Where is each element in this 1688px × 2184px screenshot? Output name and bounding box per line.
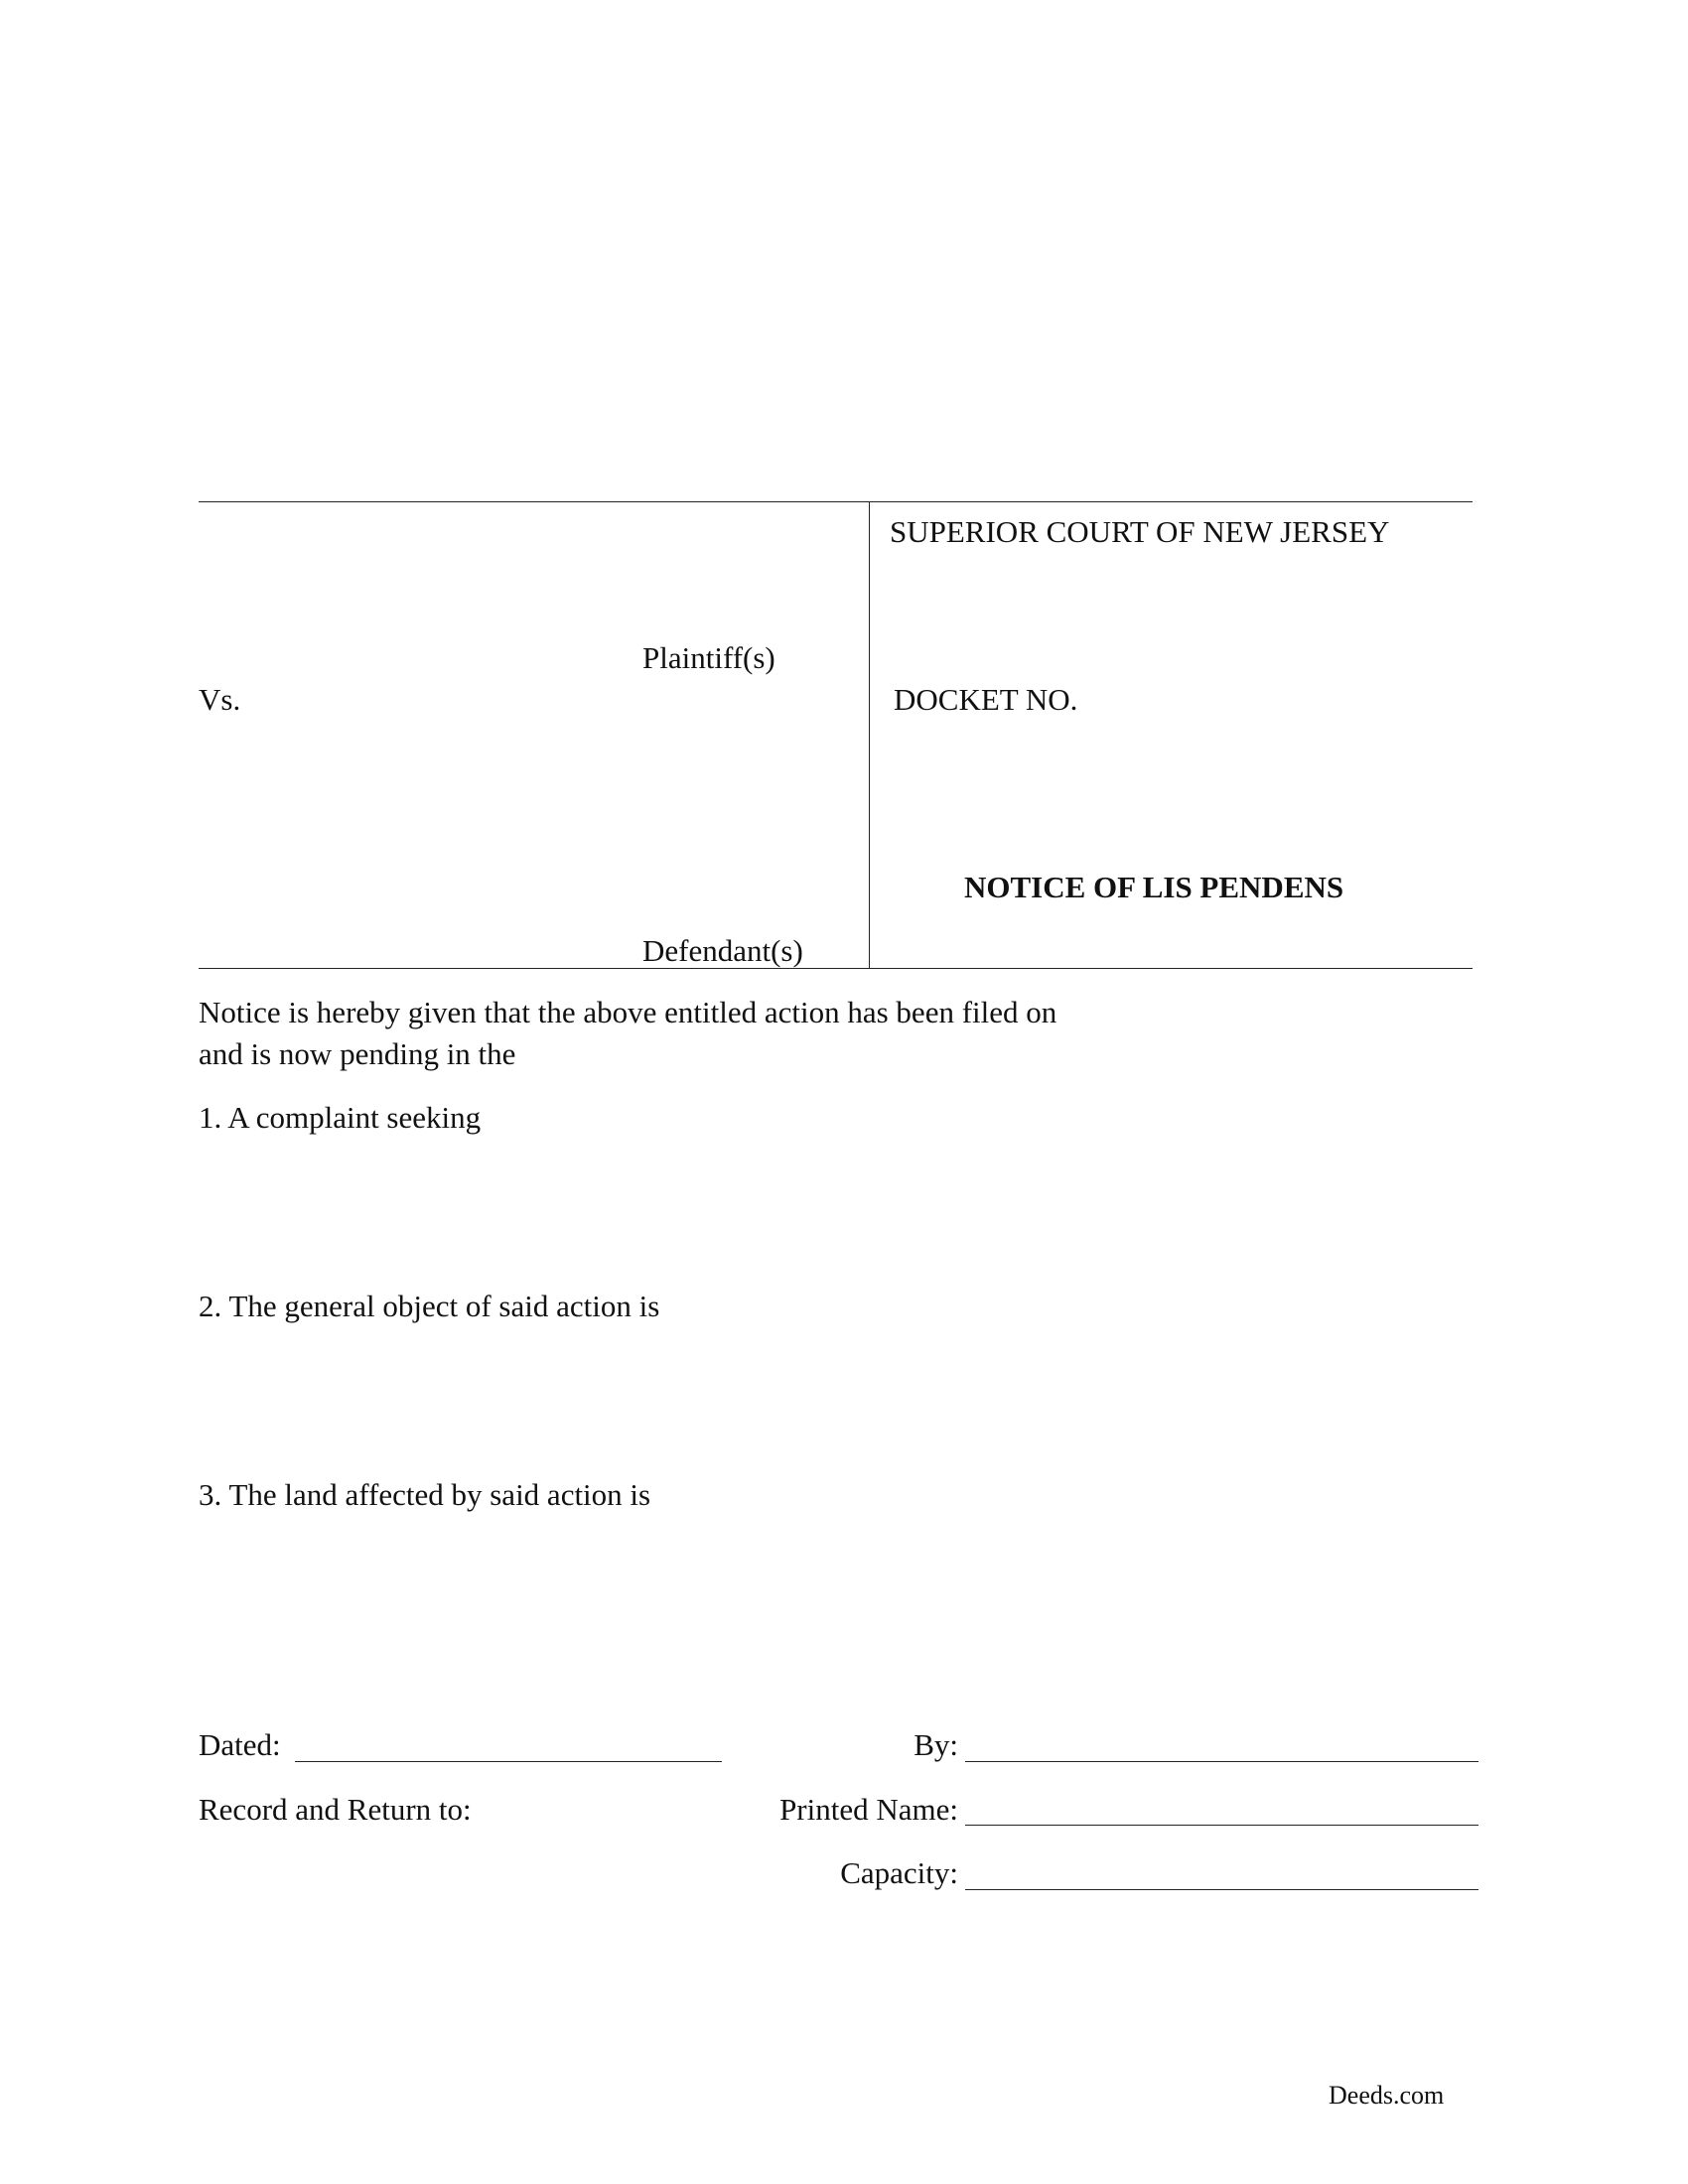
item-1: 1. A complaint seeking (199, 1100, 482, 1135)
deeds-watermark: Deeds.com (1329, 2081, 1445, 2110)
defendant-label: Defendant(s) (642, 933, 803, 968)
docket-label: DOCKET NO. (894, 682, 1078, 717)
caption-divider (869, 501, 870, 968)
printed-name-label: Printed Name: (779, 1792, 958, 1827)
plaintiff-label: Plaintiff(s) (642, 640, 775, 675)
caption-top-rule (199, 501, 1473, 502)
court-name: SUPERIOR COURT OF NEW JERSEY (890, 514, 1390, 549)
record-return-label: Record and Return to: (199, 1792, 472, 1827)
intro-line-2: and is now pending in the (199, 1036, 516, 1071)
capacity-line (965, 1889, 1478, 1890)
dated-label: Dated: (199, 1727, 281, 1762)
caption-bottom-rule (199, 968, 1473, 969)
document-title: NOTICE OF LIS PENDENS (964, 870, 1344, 904)
dated-line (295, 1761, 722, 1762)
capacity-label: Capacity: (840, 1855, 958, 1890)
by-line (965, 1761, 1478, 1762)
by-label: By: (914, 1727, 958, 1762)
versus-label: Vs. (199, 682, 241, 717)
item-2: 2. The general object of said action is (199, 1289, 660, 1323)
item-3: 3. The land affected by said action is (199, 1477, 651, 1512)
printed-name-line (965, 1825, 1478, 1826)
intro-line-1: Notice is hereby given that the above entitled action has been filed on (199, 995, 1057, 1029)
